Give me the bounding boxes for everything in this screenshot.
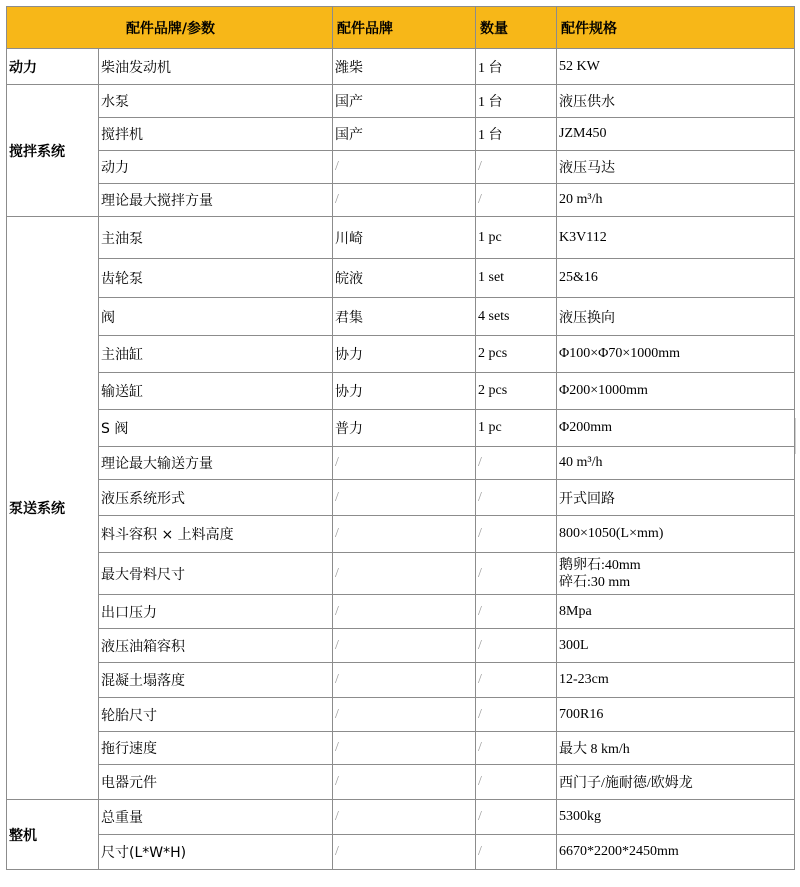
param-cell: 拖行速度 bbox=[99, 732, 333, 765]
table-row bbox=[7, 298, 795, 336]
brand-cell: 协力 bbox=[333, 373, 476, 410]
param-cell: 轮胎尺寸 bbox=[99, 698, 333, 732]
spec-cell: 西门子/施耐德/欧姆龙 bbox=[557, 765, 795, 800]
table-row bbox=[7, 184, 795, 217]
brand-cell: 国产 bbox=[333, 85, 476, 118]
param-cell: 液压系统形式 bbox=[99, 480, 333, 516]
category-cell: 整机 bbox=[7, 800, 99, 870]
brand-cell: / bbox=[333, 595, 476, 629]
brand-cell: / bbox=[333, 480, 476, 516]
qty-cell: 1 台 bbox=[476, 85, 557, 118]
spec-cell: 液压供水 bbox=[557, 85, 795, 118]
brand-cell: 潍柴 bbox=[333, 49, 476, 85]
param-cell: 理论最大输送方量 bbox=[99, 447, 333, 480]
qty-cell: 1 pc bbox=[476, 410, 557, 447]
brand-cell: / bbox=[333, 553, 476, 595]
spec-cell: 25&16 bbox=[557, 259, 795, 298]
qty-cell: / bbox=[476, 732, 557, 765]
qty-cell: 2 pcs bbox=[476, 336, 557, 373]
qty-cell: / bbox=[476, 698, 557, 732]
scroll-edge-marker bbox=[795, 418, 800, 454]
param-cell: 搅拌机 bbox=[99, 118, 333, 151]
param-cell: 理论最大搅拌方量 bbox=[99, 184, 333, 217]
param-cell: 主油泵 bbox=[99, 217, 333, 259]
table-row bbox=[7, 698, 795, 732]
spec-cell: 300L bbox=[557, 629, 795, 663]
category-cell: 动力 bbox=[7, 49, 99, 85]
table-row bbox=[7, 118, 795, 151]
spec-cell: 800×1050(L×mm) bbox=[557, 516, 795, 553]
qty-cell: 2 pcs bbox=[476, 373, 557, 410]
param-cell: 阀 bbox=[99, 298, 333, 336]
param-cell: S 阀 bbox=[99, 410, 333, 447]
header-row bbox=[7, 7, 795, 49]
brand-cell: / bbox=[333, 184, 476, 217]
brand-cell: / bbox=[333, 800, 476, 835]
spec-table bbox=[6, 6, 795, 870]
table-row bbox=[7, 765, 795, 800]
table-row bbox=[7, 410, 795, 447]
qty-cell: / bbox=[476, 516, 557, 553]
spec-line: 鹅卵石:40mm bbox=[559, 557, 641, 573]
spec-table-container bbox=[6, 6, 794, 870]
param-cell: 柴油发动机 bbox=[99, 49, 333, 85]
brand-cell: / bbox=[333, 629, 476, 663]
table-row bbox=[7, 629, 795, 663]
table-row bbox=[7, 516, 795, 553]
param-cell: 混凝土塌落度 bbox=[99, 663, 333, 698]
table-row bbox=[7, 800, 795, 835]
spec-cell: Φ200×1000mm bbox=[557, 373, 795, 410]
param-cell: 液压油箱容积 bbox=[99, 629, 333, 663]
spec-cell bbox=[557, 553, 795, 595]
header-param: 配件品牌/参数 bbox=[7, 7, 333, 49]
spec-cell: Φ100×Φ70×1000mm bbox=[557, 336, 795, 373]
qty-cell: / bbox=[476, 663, 557, 698]
spec-cell: Φ200mm bbox=[557, 410, 795, 447]
brand-cell: 川崎 bbox=[333, 217, 476, 259]
qty-cell: 1 台 bbox=[476, 49, 557, 85]
brand-cell: 协力 bbox=[333, 336, 476, 373]
spec-cell: 液压换向 bbox=[557, 298, 795, 336]
spec-cell: 52 KW bbox=[557, 49, 795, 85]
brand-cell: 国产 bbox=[333, 118, 476, 151]
table-row bbox=[7, 835, 795, 870]
spec-line: 碎石:30 mm bbox=[559, 574, 631, 590]
table-row bbox=[7, 217, 795, 259]
brand-cell: / bbox=[333, 151, 476, 184]
param-cell: 齿轮泵 bbox=[99, 259, 333, 298]
category-cell: 泵送系统 bbox=[7, 217, 99, 800]
param-cell: 动力 bbox=[99, 151, 333, 184]
qty-cell: / bbox=[476, 553, 557, 595]
param-cell: 最大骨料尺寸 bbox=[99, 553, 333, 595]
qty-cell: / bbox=[476, 835, 557, 870]
qty-cell: / bbox=[476, 595, 557, 629]
table-row bbox=[7, 373, 795, 410]
spec-cell: 5300kg bbox=[557, 800, 795, 835]
table-row bbox=[7, 49, 795, 85]
spec-cell: K3V112 bbox=[557, 217, 795, 259]
qty-cell: / bbox=[476, 629, 557, 663]
category-cell: 搅拌系统 bbox=[7, 85, 99, 217]
table-row bbox=[7, 732, 795, 765]
table-header bbox=[7, 7, 795, 49]
table-row bbox=[7, 595, 795, 629]
qty-cell: 4 sets bbox=[476, 298, 557, 336]
spec-cell: JZM450 bbox=[557, 118, 795, 151]
qty-cell: / bbox=[476, 800, 557, 835]
brand-cell: / bbox=[333, 765, 476, 800]
qty-cell: 1 台 bbox=[476, 118, 557, 151]
qty-cell: / bbox=[476, 184, 557, 217]
qty-cell: 1 set bbox=[476, 259, 557, 298]
header-spec: 配件规格 bbox=[557, 7, 795, 49]
table-row bbox=[7, 85, 795, 118]
table-row bbox=[7, 336, 795, 373]
param-cell: 输送缸 bbox=[99, 373, 333, 410]
table-row bbox=[7, 151, 795, 184]
brand-cell: / bbox=[333, 516, 476, 553]
spec-cell: 8Mpa bbox=[557, 595, 795, 629]
brand-cell: / bbox=[333, 698, 476, 732]
spec-cell: 700R16 bbox=[557, 698, 795, 732]
qty-cell: / bbox=[476, 480, 557, 516]
brand-cell: / bbox=[333, 663, 476, 698]
table-row bbox=[7, 259, 795, 298]
brand-cell: / bbox=[333, 835, 476, 870]
brand-cell: 普力 bbox=[333, 410, 476, 447]
param-cell: 主油缸 bbox=[99, 336, 333, 373]
param-cell: 尺寸(L*W*H) bbox=[99, 835, 333, 870]
param-cell: 电器元件 bbox=[99, 765, 333, 800]
param-cell: 总重量 bbox=[99, 800, 333, 835]
spec-cell: 20 m³/h bbox=[557, 184, 795, 217]
spec-cell: 液压马达 bbox=[557, 151, 795, 184]
param-cell: 出口压力 bbox=[99, 595, 333, 629]
header-qty: 数量 bbox=[476, 7, 557, 49]
spec-cell: 最大 8 km/h bbox=[557, 732, 795, 765]
table-row bbox=[7, 663, 795, 698]
spec-cell: 12-23cm bbox=[557, 663, 795, 698]
table-row bbox=[7, 480, 795, 516]
qty-cell: 1 pc bbox=[476, 217, 557, 259]
spec-cell: 开式回路 bbox=[557, 480, 795, 516]
brand-cell: / bbox=[333, 732, 476, 765]
table-row bbox=[7, 447, 795, 480]
param-cell: 水泵 bbox=[99, 85, 333, 118]
table-body bbox=[7, 49, 795, 870]
spec-cell: 40 m³/h bbox=[557, 447, 795, 480]
qty-cell: / bbox=[476, 151, 557, 184]
table-row bbox=[7, 553, 795, 595]
header-brand: 配件品牌 bbox=[333, 7, 476, 49]
qty-cell: / bbox=[476, 447, 557, 480]
qty-cell: / bbox=[476, 765, 557, 800]
spec-cell: 6670*2200*2450mm bbox=[557, 835, 795, 870]
brand-cell: / bbox=[333, 447, 476, 480]
param-cell: 料斗容积 × 上料高度 bbox=[99, 516, 333, 553]
brand-cell: 皖液 bbox=[333, 259, 476, 298]
brand-cell: 君集 bbox=[333, 298, 476, 336]
